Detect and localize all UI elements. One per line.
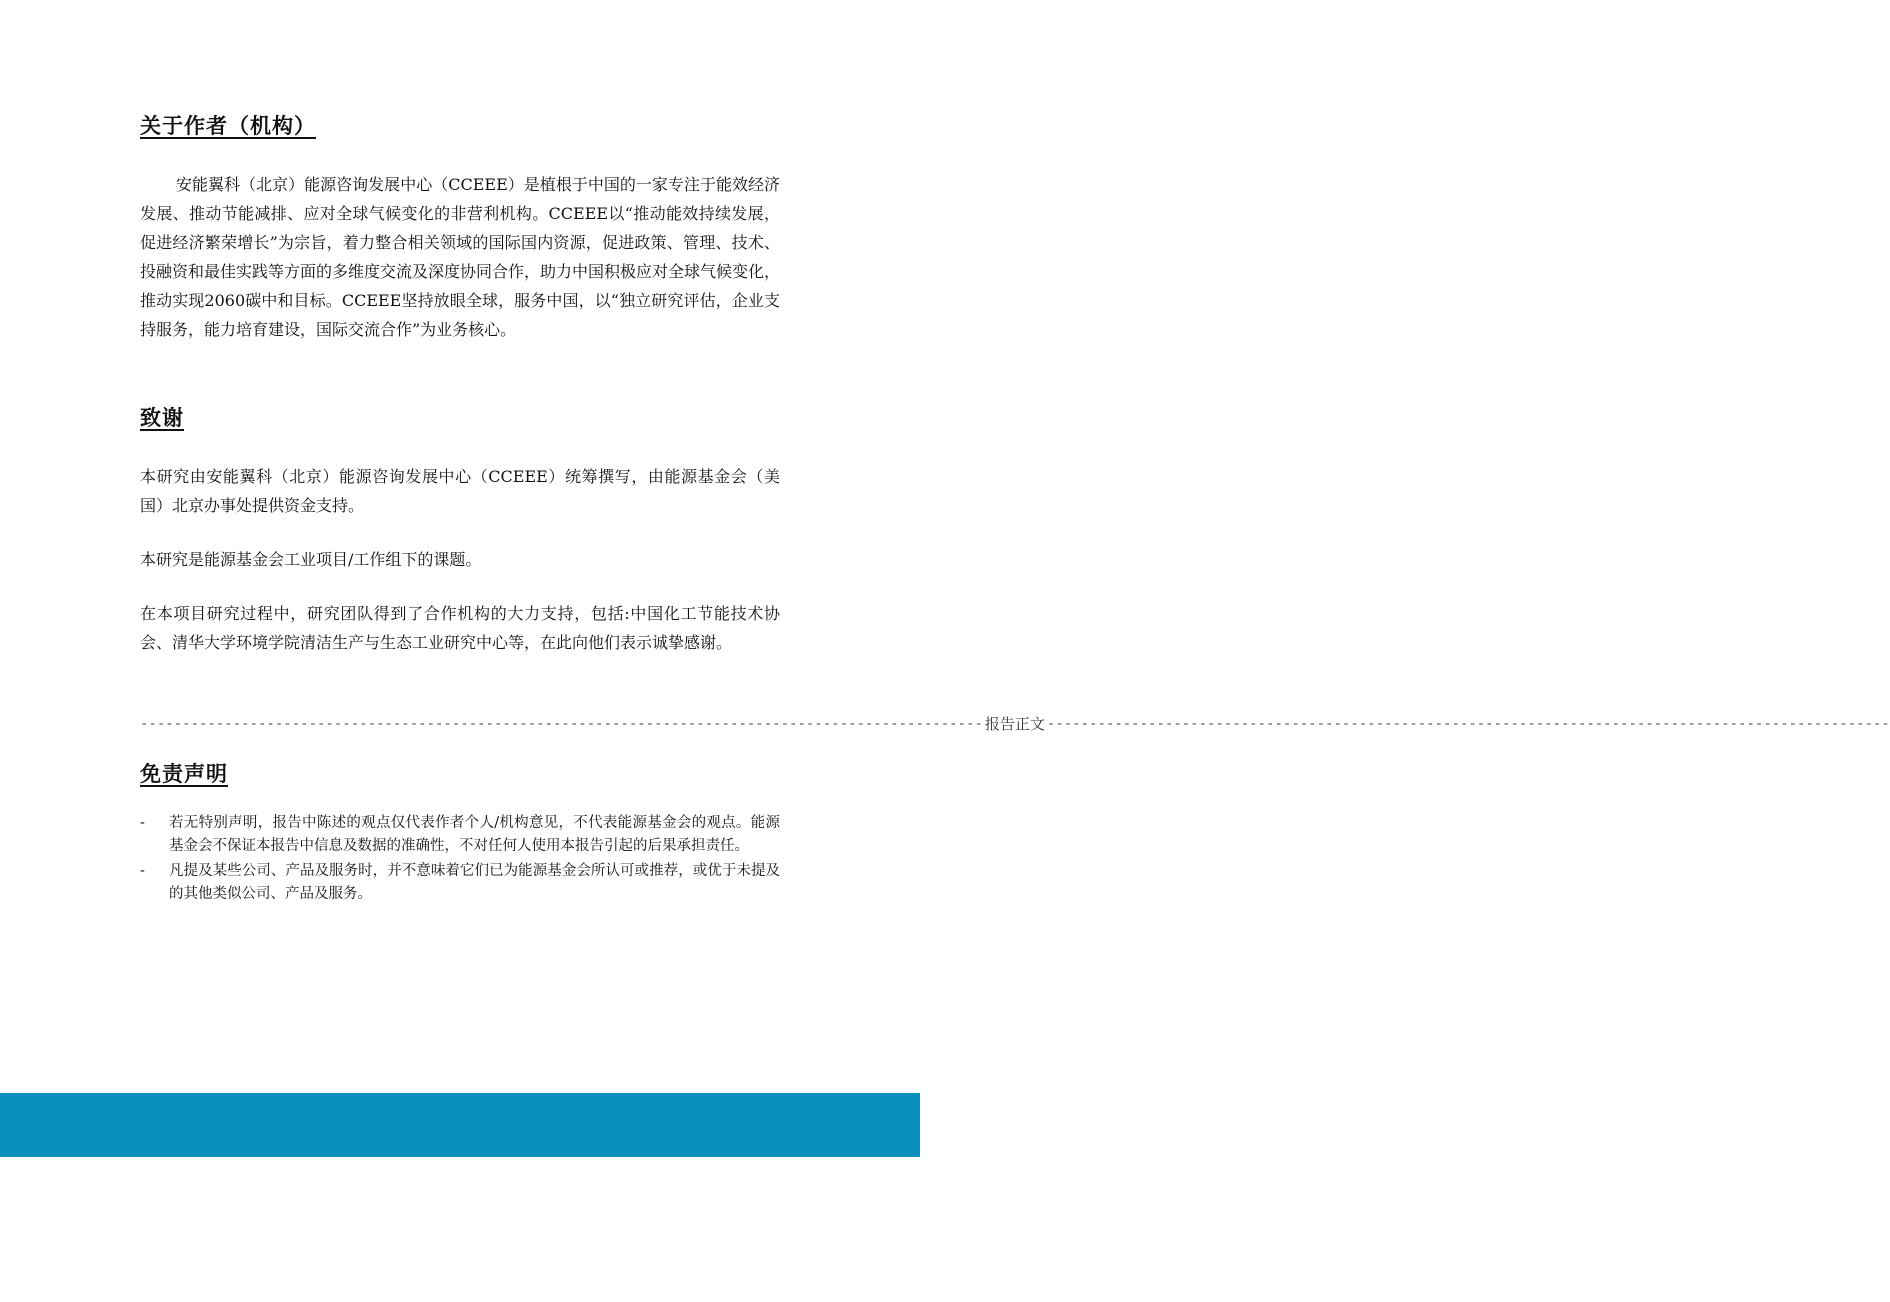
disclaimer-heading: 免责声明 [140, 761, 228, 786]
disclaimer-item [140, 860, 780, 906]
separator-label: 报告正文 [984, 715, 1045, 733]
acknowledgements-heading: 致谢 [140, 405, 184, 430]
separator-dashes-right: ---------------------------------------------------------------------------------------------------- [1046, 716, 1890, 732]
disclaimer-list [140, 812, 780, 908]
acknowledgements-paragraph-1: 本研究由安能翼科（北京）能源咨询发展中心（CCEEE）统筹撰写，由能源基金会（美国）北京办事处提供资金支持。 [140, 467, 780, 515]
dash-bullet-icon: - [140, 863, 145, 879]
disclaimer-item-text: 若无特别声明，报告中陈述的观点仅代表作者个人/机构意见，不代表能源基金会的观点。能源基金会不保证本报告中信息及数据的准确性，不对任何人使用本报告引起的后果承担责任。 [169, 815, 780, 854]
dash-bullet-icon: - [140, 815, 145, 831]
acknowledgements-paragraph-3: 在本项目研究过程中，研究团队得到了合作机构的大力支持，包括:中国化工节能技术协会、清华大学环境学院清洁生产与生态工业研究中心等，在此向他们表示诚挚感谢。 [140, 604, 780, 652]
acknowledgements-paragraph-2: 本研究是能源基金会工业项目/工作组下的课题。 [140, 550, 482, 569]
disclaimer-item-text: 凡提及某些公司、产品及服务时，并不意味着它们已为能源基金会所认可或推荐，或优于未提及的其他类似公司、产品及服务。 [169, 863, 780, 902]
disclaimer-item [140, 812, 780, 858]
section-separator [140, 712, 1890, 736]
separator-dashes-left: ---------------------------------------------------------------------------------------------------- [140, 716, 983, 732]
footer-color-band [0, 1093, 920, 1157]
about-paragraph: 安能翼科（北京）能源咨询发展中心（CCEEE）是植根于中国的一家专注于能效经济发展、推动节能减排、应对全球气候变化的非营利机构。CCEEE以“推动能效持续发展，促进经济繁荣增长”为宗旨，着力整合相关领域的国际国内资源，促进政策、管理、技术、投融资和最佳实践等方面的多维度交流及深度协同合作，助力中国积极应对全球气候变化，推动实现2060碳中和目标。CCEEE坚持放眼全球，服务中国，以“独立研究评估，企业支持服务，能力培育建设，国际交流合作”为业务核心。 [140, 175, 781, 339]
about-heading: 关于作者（机构） [140, 113, 316, 138]
